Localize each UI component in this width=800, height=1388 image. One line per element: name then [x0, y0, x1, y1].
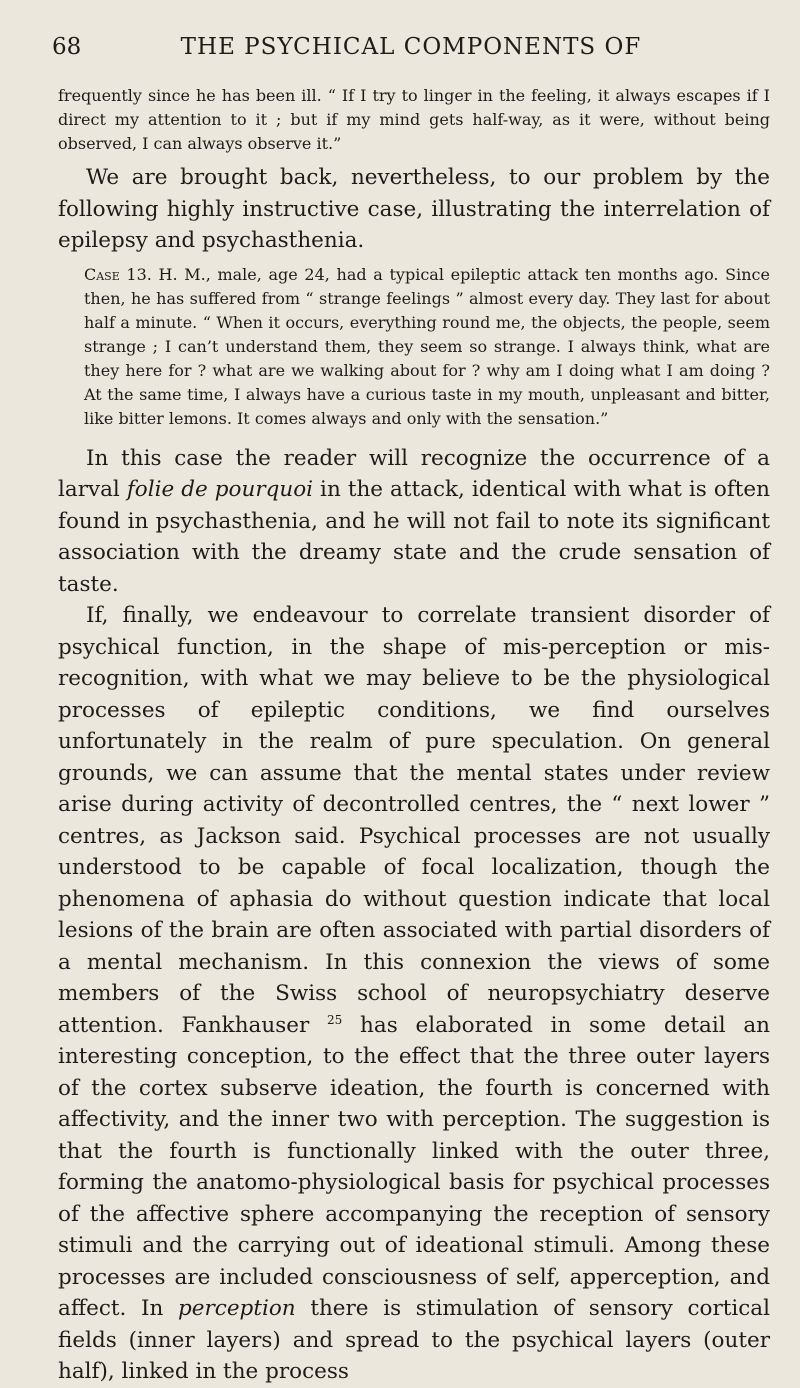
speculation-text-a: If, finally, we endeavour to correlate transient disorder of psychical function, in the shape of mis-perception or mis-recognition, with what we may believe to be the physiological processes of epileptic conditions, we find ourselves unfortunately in the realm of pure speculation. On general grounds, we can assume that the mental states under review arise during activity of decontrolled centres, the “ next lower ” centres, as Jackson said. Psychical processes are not usually understood to be capable of focal localization, though the phenomena of aphasia do without question indicate that local lesions of the brain are often associated with partial disorders of a mental mechanism. In this connexion the views of some members of the Swiss school of neuropsychiatry deserve attention. Fankhauser: [58, 603, 770, 1038]
speculation-text-c: there is stimulation of sensory cortical fields (inner layers) and spread to the psychical layers (outer half), linked in the process: [58, 1296, 771, 1384]
analysis-text-a: In this case the reader will recognize the occurrence of a larval: [58, 445, 770, 502]
page-number: 68: [52, 34, 82, 60]
speculation-text-b: has elaborated in some detail an interesting conception, to the effect that the three outer layers of the cortex subserve ideation, the fourth is concerned with affectivity, and the inner two with perception. The suggestion is that the fourth is functionally linked with the outer three, forming the anatomo-physiological basis for psychical processes of the affective sphere accompanying the reception of sensory stimuli and the carrying out of ideational stimuli. Among these processes are included consciousness of self, apperception, and affect. In: [58, 1012, 770, 1321]
italic-term: perception: [178, 1296, 296, 1321]
case-report: [58, 263, 770, 431]
quote-continuation-paragraph: frequently since he has been ill. “ If I try to linger in the feeling, it always escapes if I direct my attention to it ; but if my mind gets half-way, as it were, without being observed, I can always observe it.”: [58, 86, 770, 153]
page-header: [52, 30, 770, 64]
analysis-text-b: in the attack, identical with what is often found in psychasthenia, and he will not fail to note its significant association with the dreamy state and the crude sensation of taste.: [58, 477, 770, 597]
page-body: [58, 84, 770, 1388]
intro-paragraph: We are brought back, nevertheless, to our problem by the following highly instructive case, illustrating the interrelation of epilepsy and psychasthenia.: [58, 165, 770, 253]
case-text: H. M., male, age 24, had a typical epileptic attack ten months ago. Since then, he has suffered from “ strange feelings ” almost every day. They last for about half a minute. “ When it occurs, everything round me, the objects, the people, seem strange ; I can’t understand them, they seem so strange. I always think, what are they here for ? what are we walking about for ? why am I doing what I am doing ? At the same time, I always have a curious taste in my mouth, unpleasant and bitter, like bitter lemons. It comes always and only with the sensation.”: [84, 264, 770, 428]
speculation-paragraph: [58, 600, 770, 1388]
italic-term: folie de pourquoi: [126, 477, 314, 502]
footnote-reference[interactable]: 25: [327, 1012, 343, 1027]
case-label: Case 13.: [84, 264, 152, 284]
analysis-paragraph: [58, 443, 770, 601]
running-head: THE PSYCHICAL COMPONENTS OF: [180, 34, 642, 60]
